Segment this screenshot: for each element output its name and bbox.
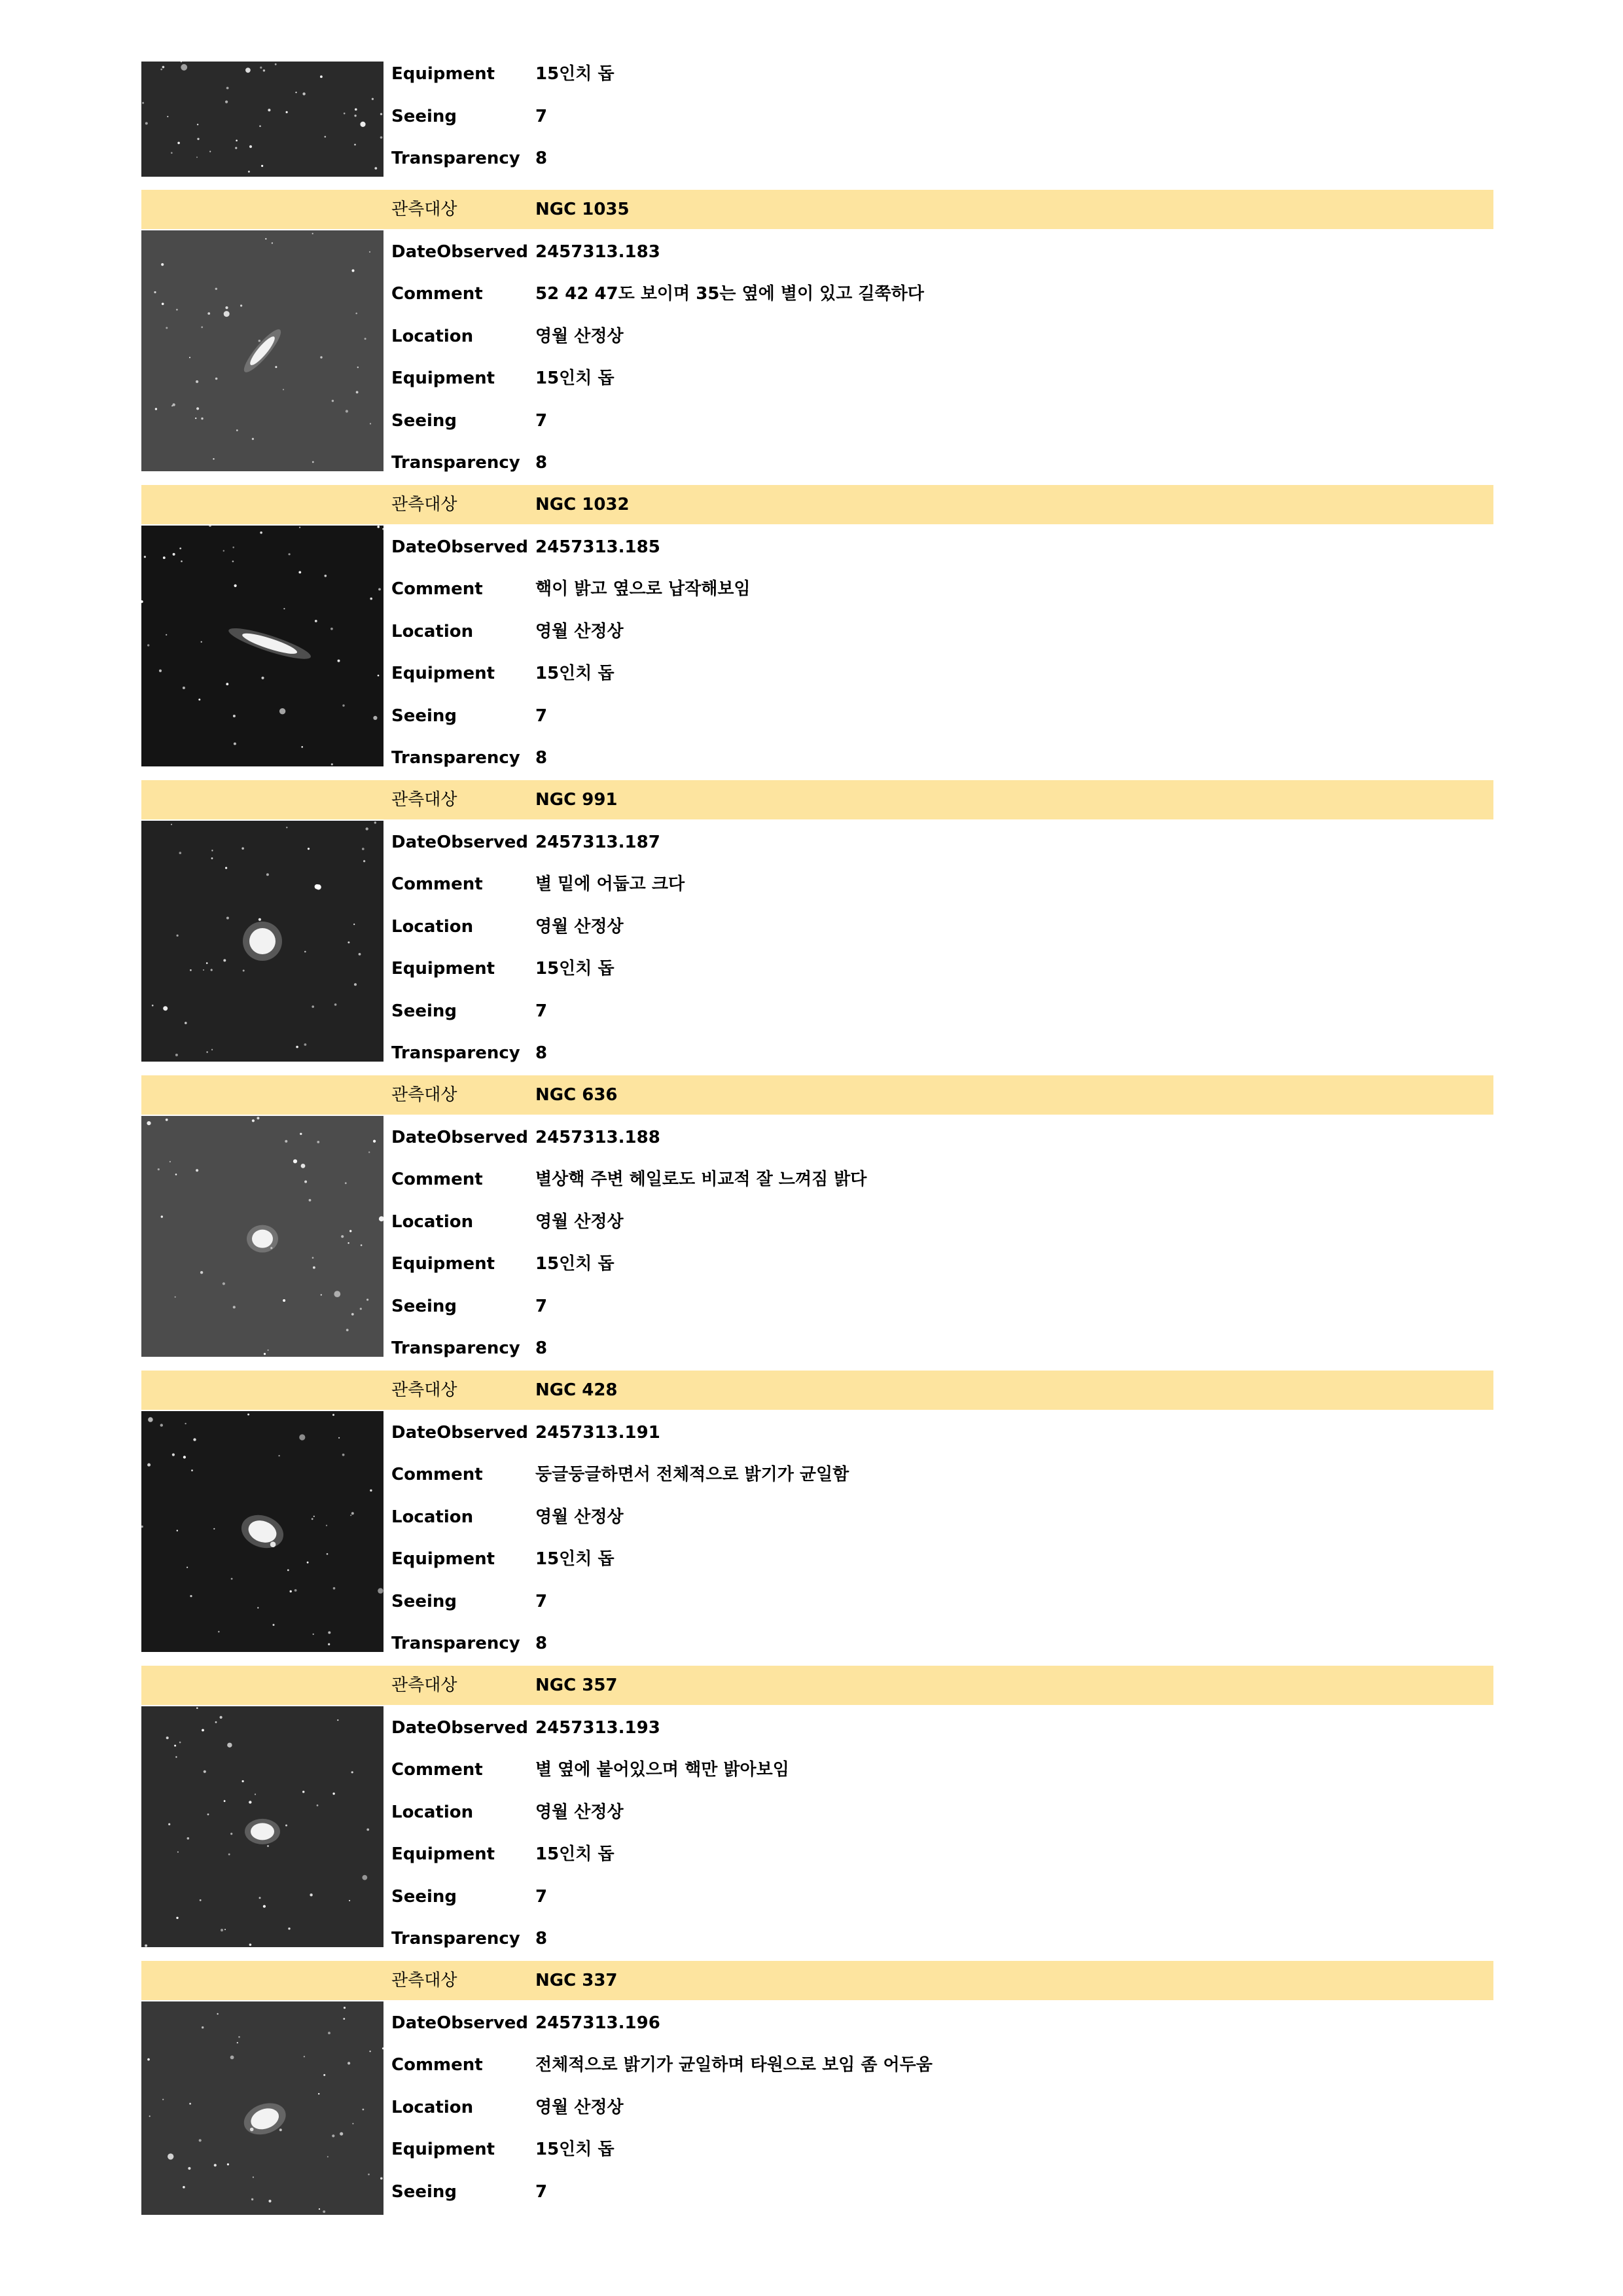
field-value: 15인치 돕	[535, 959, 615, 978]
field-label: Equipment	[391, 1549, 495, 1569]
field-label: DateObserved	[391, 1127, 529, 1147]
object-name: NGC 1035	[535, 200, 630, 219]
field-value: 8	[535, 149, 548, 168]
field-value: 영월 산정상	[535, 1802, 624, 1822]
field-value: 영월 산정상	[535, 1211, 624, 1232]
field-label: Transparency	[391, 1338, 520, 1358]
field-value: 영월 산정상	[535, 2097, 624, 2117]
header-label: 관측대상	[391, 790, 457, 810]
field-value: 7	[535, 2181, 548, 2202]
field-label: Comment	[391, 2055, 483, 2075]
field-label: Transparency	[391, 1929, 520, 1948]
field-label: Seeing	[391, 2181, 457, 2202]
field-label: Seeing	[391, 706, 457, 726]
field-label: Seeing	[391, 1001, 457, 1021]
field-label: DateObserved	[391, 1717, 529, 1738]
field-label: Equipment	[391, 664, 495, 683]
field-label: Comment	[391, 1465, 483, 1484]
entry-header-band	[141, 1371, 1493, 1410]
entry-header-band	[141, 780, 1493, 819]
field-label: Transparency	[391, 748, 520, 768]
field-label: Location	[391, 1211, 474, 1232]
field-label: Comment	[391, 284, 483, 304]
field-label: Seeing	[391, 1591, 457, 1611]
header-label: 관측대상	[391, 200, 457, 219]
field-value: 8	[535, 453, 548, 473]
field-label: Comment	[391, 874, 483, 894]
field-label: Location	[391, 2097, 474, 2117]
field-value: 2457313.183	[535, 242, 660, 262]
field-label: DateObserved	[391, 1422, 529, 1443]
entry-header-band	[141, 485, 1493, 524]
entry-header-band	[141, 1961, 1493, 2000]
field-value: 2457313.193	[535, 1717, 660, 1738]
field-label: Location	[391, 1802, 474, 1822]
field-label: Comment	[391, 1170, 483, 1189]
field-value: 영월 산정상	[535, 1507, 624, 1527]
field-value: 7	[535, 1296, 548, 1316]
field-label: Seeing	[391, 106, 457, 126]
field-label: Comment	[391, 579, 483, 599]
field-label: Location	[391, 1507, 474, 1527]
field-label: Equipment	[391, 1844, 495, 1864]
entry-photo	[141, 1706, 383, 1947]
field-value: 15인치 돕	[535, 1254, 615, 1274]
field-value: 8	[535, 1929, 548, 1948]
field-value: 7	[535, 706, 548, 726]
field-value: 영월 산정상	[535, 916, 624, 937]
field-label: Comment	[391, 1760, 483, 1780]
entry-photo	[141, 526, 383, 766]
header-label: 관측대상	[391, 1085, 457, 1105]
entry-header-band	[141, 190, 1493, 229]
field-value: 2457313.191	[535, 1422, 660, 1443]
entry-photo	[141, 2001, 383, 2215]
entry-header-band	[141, 1075, 1493, 1115]
entry-header-band	[141, 1666, 1493, 1705]
field-value: 52 42 47도 보이며 35는 옆에 별이 있고 길쭉하다	[535, 284, 924, 304]
field-value: 15인치 돕	[535, 1844, 615, 1864]
field-label: DateObserved	[391, 242, 529, 262]
field-value: 둥글둥글하면서 전체적으로 밝기가 균일함	[535, 1465, 849, 1484]
field-label: Equipment	[391, 368, 495, 388]
header-label: 관측대상	[391, 495, 457, 514]
field-label: Seeing	[391, 1296, 457, 1316]
field-label: Location	[391, 916, 474, 937]
field-value: 7	[535, 1001, 548, 1021]
field-value: 별 밑에 어둡고 크다	[535, 874, 685, 894]
field-value: 2457313.187	[535, 832, 660, 852]
field-value: 7	[535, 410, 548, 431]
field-label: Equipment	[391, 959, 495, 978]
field-value: 15인치 돕	[535, 368, 615, 388]
field-value: 별상핵 주변 헤일로도 비교적 잘 느껴짐 밝다	[535, 1170, 867, 1189]
field-value: 8	[535, 748, 548, 768]
field-value: 영월 산정상	[535, 326, 624, 346]
entry-photo	[141, 62, 383, 177]
entry-photo	[141, 821, 383, 1062]
field-value: 15인치 돕	[535, 64, 615, 84]
field-label: Equipment	[391, 64, 495, 84]
object-name: NGC 357	[535, 1676, 618, 1695]
field-value: 2457313.188	[535, 1127, 660, 1147]
field-value: 영월 산정상	[535, 621, 624, 641]
field-label: Equipment	[391, 2140, 495, 2159]
field-value: 15인치 돕	[535, 664, 615, 683]
field-label: Transparency	[391, 149, 520, 168]
field-label: DateObserved	[391, 537, 529, 557]
entry-photo	[141, 1411, 383, 1652]
field-value: 7	[535, 106, 548, 126]
field-label: DateObserved	[391, 832, 529, 852]
field-label: Transparency	[391, 453, 520, 473]
field-value: 2457313.185	[535, 537, 660, 557]
field-label: Location	[391, 621, 474, 641]
field-value: 2457313.196	[535, 2013, 660, 2033]
field-label: DateObserved	[391, 2013, 529, 2033]
field-value: 7	[535, 1591, 548, 1611]
entry-photo	[141, 230, 383, 471]
field-value: 핵이 밝고 옆으로 납작해보임	[535, 579, 751, 599]
field-value: 8	[535, 1338, 548, 1358]
field-label: Seeing	[391, 410, 457, 431]
field-label: Location	[391, 326, 474, 346]
header-label: 관측대상	[391, 1380, 457, 1400]
field-value: 별 옆에 붙어있으며 핵만 밝아보임	[535, 1760, 789, 1780]
field-label: Equipment	[391, 1254, 495, 1274]
field-value: 8	[535, 1634, 548, 1653]
field-label: Transparency	[391, 1634, 520, 1653]
object-name: NGC 428	[535, 1380, 618, 1400]
object-name: NGC 1032	[535, 495, 630, 514]
field-label: Transparency	[391, 1043, 520, 1063]
field-value: 7	[535, 1886, 548, 1907]
header-label: 관측대상	[391, 1676, 457, 1695]
field-value: 15인치 돕	[535, 1549, 615, 1569]
field-value: 전체적으로 밝기가 균일하며 타원으로 보임 좀 어두움	[535, 2055, 933, 2075]
field-value: 8	[535, 1043, 548, 1063]
object-name: NGC 337	[535, 1971, 618, 1990]
entry-photo	[141, 1116, 383, 1357]
field-value: 15인치 돕	[535, 2140, 615, 2159]
header-label: 관측대상	[391, 1971, 457, 1990]
object-name: NGC 636	[535, 1085, 618, 1105]
field-label: Seeing	[391, 1886, 457, 1907]
object-name: NGC 991	[535, 790, 618, 810]
